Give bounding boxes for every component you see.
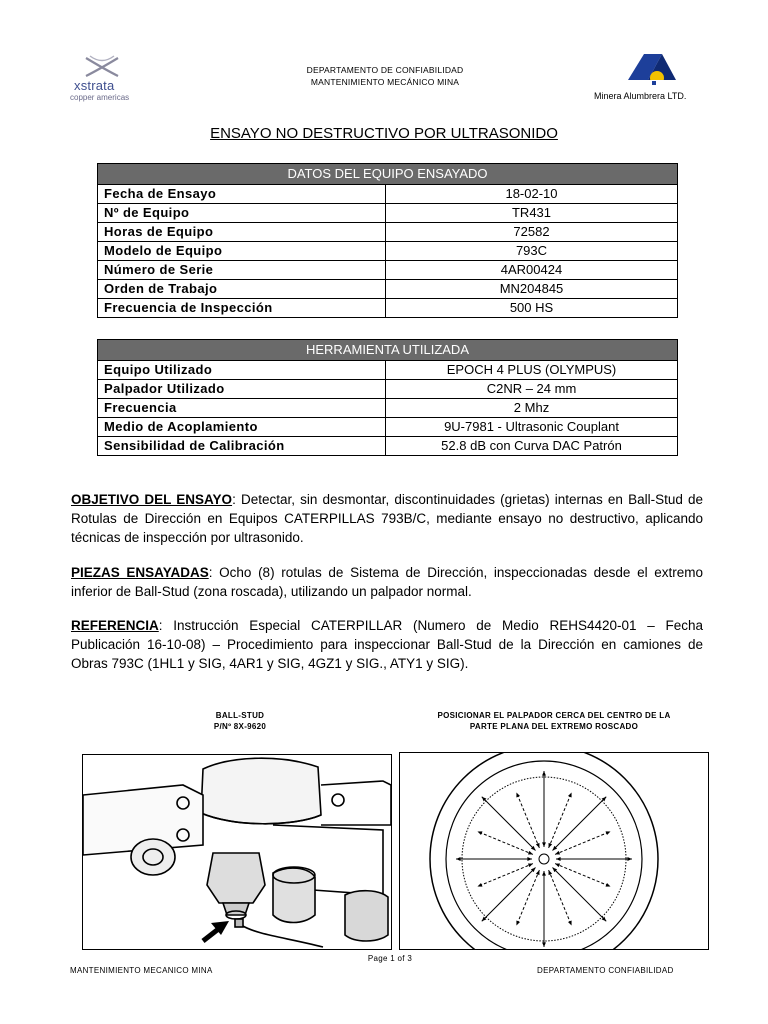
row-key: Nº de Equipo [98,204,386,223]
arrowhead-icon [456,857,461,861]
right-caption-line-2: PARTE PLANA DEL EXTREMO ROSCADO [469,722,639,731]
row-key: Frecuencia [98,399,386,418]
arrowhead-icon [516,921,520,926]
row-value: 72582 [386,223,678,242]
row-key: Sensibilidad de Calibración [98,437,386,456]
table-row [98,185,678,204]
probe-position-figure [399,752,709,950]
row-value: 9U-7981 - Ultrasonic Couplant [386,418,678,437]
table-row [98,361,678,380]
alumbrera-logo [594,48,712,104]
pieces-paragraph [71,563,703,601]
header-line-1: DEPARTAMENTO DE CONFIABILIDAD [306,65,464,75]
arrowhead-icon [556,857,561,861]
alumbrera-logo-name: Minera Alumbrera LTD. [594,91,687,101]
left-figure-caption [160,710,320,732]
row-key: Equipo Utilizado [98,361,386,380]
left-caption-line-1: BALL-STUD [215,711,265,720]
arrowhead-icon [568,792,572,797]
row-key: Número de Serie [98,261,386,280]
arrowhead-icon [528,851,533,855]
row-value: 4AR00424 [386,261,678,280]
row-value: 500 HS [386,299,678,318]
objective-label: OBJETIVO DEL ENSAYO [71,492,233,507]
arrowhead-icon [606,831,611,835]
probe-ray [482,797,536,851]
table-row [98,204,678,223]
ball-stud-drawing [83,755,391,949]
arrowhead-icon [477,831,482,835]
row-key: Orden de Trabajo [98,280,386,299]
arrowhead-icon [542,771,546,776]
probe-position-drawing [400,753,708,949]
xstrata-mark-icon [82,54,122,80]
header-line-2: MANTENIMIENTO MECÁNICO MINA [310,77,460,87]
table-row [98,399,678,418]
row-key: Frecuencia de Inspección [98,299,386,318]
probe-ray [552,867,606,921]
arrowhead-icon [542,942,546,947]
arrowhead-icon [627,857,632,861]
footer-right: DEPARTAMENTO CONFIABILIDAD [537,966,674,975]
equipment-data-table [97,163,678,318]
probe-ray [552,797,606,851]
table-row [98,261,678,280]
arrowhead-icon [527,857,532,861]
table-row [98,380,678,399]
probe-ray [549,792,572,847]
arrowhead-icon [516,792,520,797]
table-row [98,418,678,437]
equipment-table-heading: DATOS DEL EQUIPO ENSAYADO [98,164,678,185]
ball-stud-figure [82,754,392,950]
row-value: MN204845 [386,280,678,299]
row-key: Modelo de Equipo [98,242,386,261]
arrowhead-icon [536,843,540,848]
probe-rays [456,771,632,947]
footer-left: MANTENIMIENTO MECANICO MINA [70,966,213,975]
right-caption-line-1: POSICIONAR EL PALPADOR CERCA DEL CENTRO DE LA [437,711,671,720]
row-value: 793C [386,242,678,261]
arrowhead-icon [477,883,482,887]
table-row [98,223,678,242]
tools-used-table [97,339,678,456]
left-caption-line-2: P/Nº 8X-9620 [213,722,267,731]
xstrata-logo-name: xstrata [74,78,115,93]
table-row [98,437,678,456]
arrowhead-icon [555,864,560,868]
header-department [230,64,540,88]
arrowhead-icon [528,864,533,868]
arrowhead-icon [542,871,546,876]
probe-ray [477,831,532,854]
probe-ray [549,870,572,925]
table-row [98,242,678,261]
arrowhead-icon [536,870,540,875]
probe-ray [555,831,610,854]
tools-table-heading: HERRAMIENTA UTILIZADA [98,340,678,361]
arrowhead-icon [555,851,560,855]
xstrata-logo-sub: copper americas [70,93,130,102]
row-value: EPOCH 4 PLUS (OLYMPUS) [386,361,678,380]
page-number: Page 1 of 3 [367,954,413,963]
probe-ray [555,864,610,887]
alumbrera-mark-icon [624,48,680,90]
arrowhead-icon [549,870,553,875]
xstrata-logo [66,54,156,106]
page-title: ENSAYO NO DESTRUCTIVO POR ULTRASONIDO [210,125,558,142]
row-value: 52.8 dB con Curva DAC Patrón [386,437,678,456]
arrowhead-icon [606,883,611,887]
row-key: Fecha de Ensayo [98,185,386,204]
probe-ray [516,870,539,925]
objective-paragraph [71,490,703,547]
objective-text: : Detectar, sin desmontar, discontinuidades (grietas) internas en Ball-Stud de Rotulas de Dirección en Equipos CATERPILLAS 793B/C, mediante ensayo no destructivo, aplicando técnicas de inspección por ultrasonido. [71,492,704,545]
row-key: Horas de Equipo [98,223,386,242]
arrowhead-icon [549,843,553,848]
right-figure-caption [400,710,708,732]
row-value: C2NR – 24 mm [386,380,678,399]
row-value: 2 Mhz [386,399,678,418]
pointer-arrow-icon [203,921,229,941]
probe-ray [516,792,539,847]
arrowhead-icon [568,921,572,926]
table-row [98,299,678,318]
pieces-label: PIEZAS ENSAYADAS [71,565,209,580]
reference-label: REFERENCIA [71,618,159,633]
pieces-text: : Ocho (8) rotulas de Sistema de Dirección, inspeccionadas desde el extremo inferior de Ball-Stud (zona roscada), utilizando un palpador normal. [71,565,704,599]
arrowhead-icon [542,842,546,847]
row-value: TR431 [386,204,678,223]
row-value: 18-02-10 [386,185,678,204]
table-row [98,280,678,299]
probe-ray [482,867,536,921]
reference-text: : Instrucción Especial CATERPILLAR (Numero de Medio REHS4420-01 – Fecha Publicación 16-10-08) – Procedimiento para inspeccionar Ball-Stud de la Dirección en camiones de Obras 793C (1HL1 y SIG, 4AR1 y SIG, 4GZ1 y SIG., ATY1 y SIG). [71,618,703,671]
row-key: Palpador Utilizado [98,380,386,399]
probe-ray [477,864,532,887]
row-key: Medio de Acoplamiento [98,418,386,437]
reference-paragraph [71,616,703,673]
